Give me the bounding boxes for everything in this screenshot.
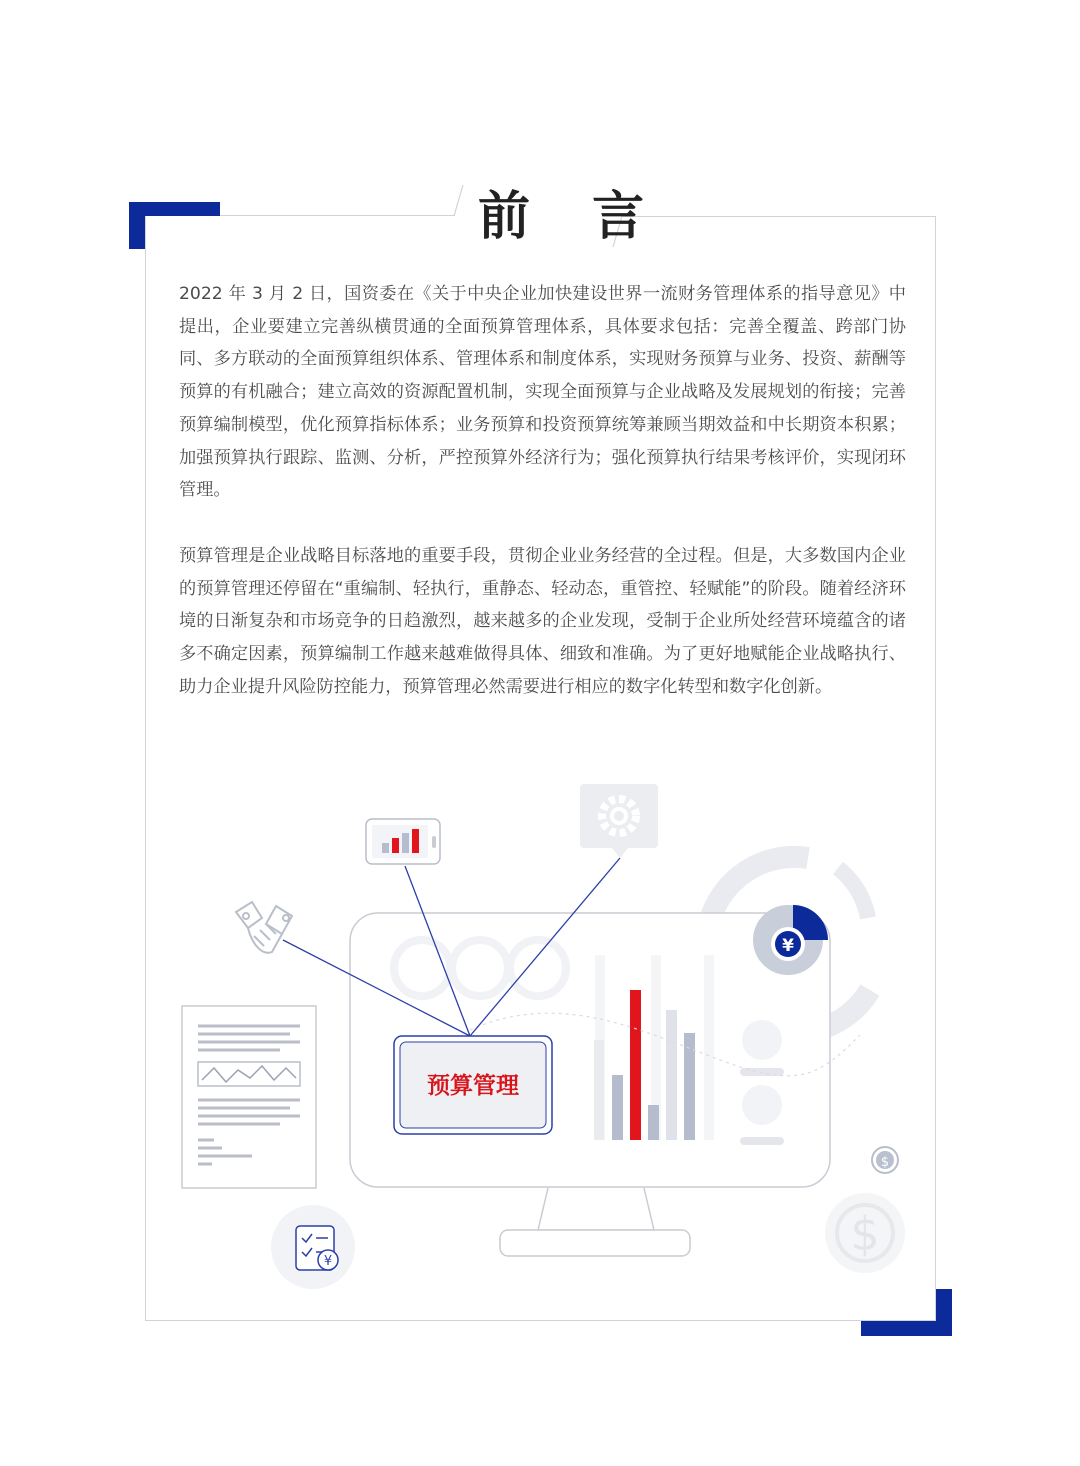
coin-dollar-symbol: $ <box>880 1155 890 1170</box>
budget-management-label: 预算管理 <box>427 1073 519 1099</box>
tablet-chart-icon <box>366 819 440 864</box>
large-dollar-coin-icon <box>825 1193 905 1273</box>
large-coin-dollar-symbol: $ <box>850 1207 880 1261</box>
checklist-yuan-symbol: ¥ <box>323 1254 333 1269</box>
gear-icon <box>580 784 658 858</box>
checklist-yuan-icon <box>271 1205 355 1289</box>
pie-yuan-symbol: ¥ <box>782 936 794 956</box>
document-icon <box>182 1006 316 1188</box>
dollar-coin-icon <box>872 1147 898 1173</box>
handshake-icon <box>236 902 292 953</box>
paragraph-1: 2022 年 3 月 2 日，国资委在《关于中央企业加快建设世界一流财务管理体系的指导意见》中提出，企业要建立完善纵横贯通的全面预算管理体系，具体要求包括：完善全覆盖、跨部门协同、多方联动的全面预算组织体系、管理体系和制度体系，实现财务预算与业务、投资、薪酬等预算的有机融合；建立高效的资源配置机制，实现全面预算与企业战略及发展规划的衔接；完善预算编制模型，优化预算指标体系；业务预算和投资预算统筹兼顾当期效益和中长期资本积累；加强预算执行跟踪、监测、分析，严控预算外经济行为；强化预算执行结果考核评价，实现闭环管理。 <box>179 284 906 501</box>
page-title: 前 言 <box>478 187 667 247</box>
paragraph-2: 预算管理是企业战略目标落地的重要手段，贯彻企业业务经营的全过程。但是，大多数国内企业的预算管理还停留在“重编制、轻执行，重静态、轻动态，重管控、轻赋能”的阶段。随着经济环境的日渐复杂和市场竞争的日趋激烈，越来越多的企业发现，受制于企业所处经营环境蕴含的诸多不确定因素，预算编制工作越来越难做得具体、细致和准确。为了更好地赋能企业战略执行、助力企业提升风险防控能力，预算管理必然需要进行相应的数字化转型和数字化创新。 <box>179 546 906 697</box>
